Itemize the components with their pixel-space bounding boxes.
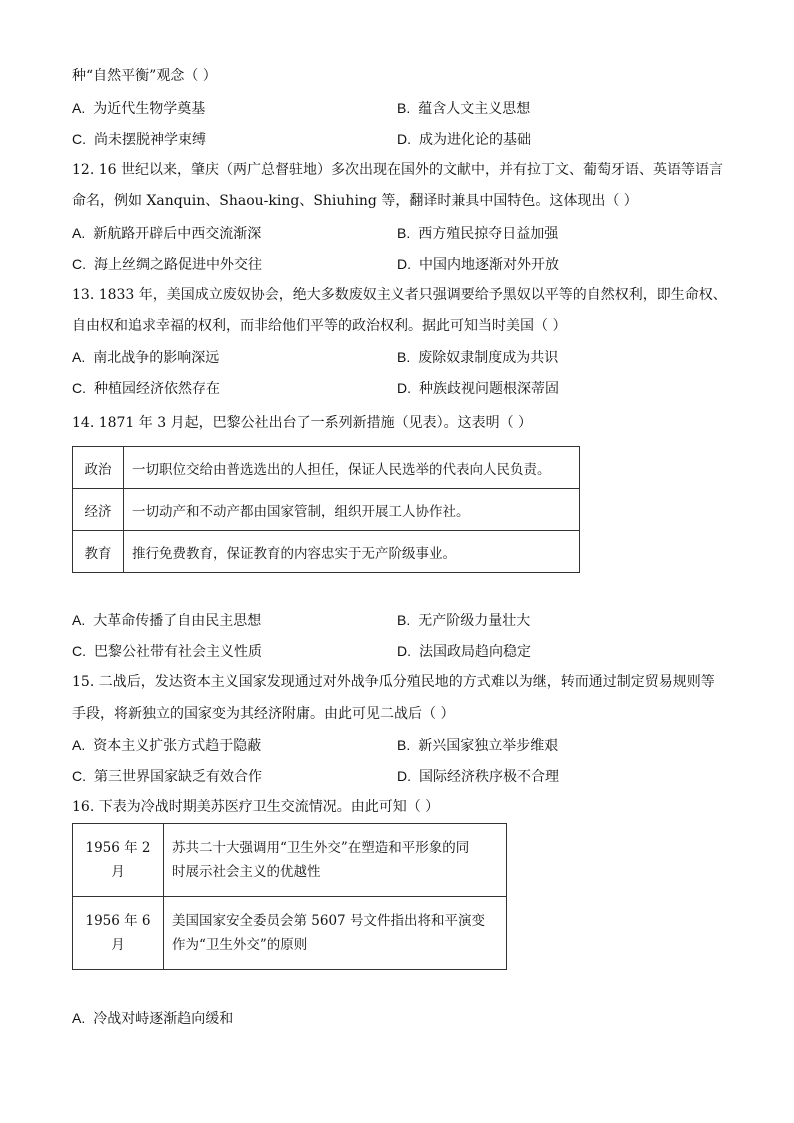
q12-stem-line1: 12. 16 世纪以来，肇庆（两广总督驻地）多次出现在国外的文献中，并有拉丁文、葡萄牙语、英语等语言 [72,162,723,178]
table-row [73,489,580,531]
table-cell-line: 时展示社会主义的优越性 [172,864,321,880]
table-cell-content [164,824,507,897]
q15-option-c: C. 第三世界国家缺乏有效合作 [72,768,262,785]
table-cell-key: 政治 [73,447,124,489]
q12-option-c: C. 海上丝绸之路促进中外交往 [72,256,262,273]
q13-option-c: C. 种植园经济依然存在 [72,380,220,397]
q11-stem: 种“自然平衡”观念（ ） [72,68,217,84]
q16-option-a: A. 冷战对峙逐渐趋向缓和 [72,1010,234,1027]
q14-option-d: D. 法国政局趋向稳定 [397,643,531,660]
q16-stem: 16. 下表为冷战时期美苏医疗卫生交流情况。由此可知（ ） [72,799,440,815]
table-cell-key: 教育 [73,531,124,573]
q12-option-a: A. 新航路开辟后中西交流渐深 [72,225,262,242]
q12-option-b: B. 西方殖民掠夺日益加强 [397,225,559,242]
q14-measures-table [72,446,580,573]
table-cell-value: 一切动产和不动产都由国家管制，组织开展工人协作社。 [124,489,580,531]
table-cell-value: 一切职位交给由普选选出的人担任，保证人民选举的代表向人民负责。 [124,447,580,489]
q15-option-d: D. 国际经济秩序极不合理 [397,768,559,785]
q13-stem-line2: 自由权和追求幸福的权利，而非给他们平等的政治权利。据此可知当时美国（ ） [72,318,567,334]
table-row [73,447,580,489]
table-cell-date: 1956 年 2 月 [73,824,164,897]
table-row [73,824,507,897]
table-cell-content [164,897,507,970]
table-cell-line: 美国国家安全委员会第 5607 号文件指出将和平演变 [172,913,485,929]
q13-option-d: D. 种族歧视问题根深蒂固 [397,380,559,397]
q14-option-c: C. 巴黎公社带有社会主义性质 [72,643,262,660]
table-cell-value: 推行免费教育，保证教育的内容忠实于无产阶级事业。 [124,531,580,573]
q14-stem: 14. 1871 年 3 月起，巴黎公社出台了一系列新措施（见表）。这表明（ ） [72,415,533,431]
table-cell-line: 作为“卫生外交”的原则 [172,937,308,953]
q11-option-a: A. 为近代生物学奠基 [72,100,206,117]
table-row [73,531,580,573]
q15-option-a: A. 资本主义扩张方式趋于隐蔽 [72,737,262,754]
q15-stem-line2: 手段，将新独立的国家变为其经济附庸。由此可见二战后（ ） [72,706,455,722]
q11-option-c: C. 尚未摆脱神学束缚 [72,131,206,148]
table-cell-date: 1956 年 6 月 [73,897,164,970]
q15-option-b: B. 新兴国家独立举步维艰 [397,737,559,754]
q13-option-b: B. 废除奴隶制度成为共识 [397,349,559,366]
table-row [73,897,507,970]
q13-option-a: A. 南北战争的影响深远 [72,349,220,366]
q14-option-b: B. 无产阶级力量壮大 [397,612,531,629]
q13-stem-line1: 13. 1833 年，美国成立废奴协会，绝大多数废奴主义者只强调要给予黑奴以平等的自然权利，即生命权、 [72,287,727,303]
q11-option-b: B. 蕴含人文主义思想 [397,100,531,117]
q11-option-d: D. 成为进化论的基础 [397,131,531,148]
q16-exchange-table [72,823,507,970]
q12-option-d: D. 中国内地逐渐对外开放 [397,256,559,273]
q12-stem-line2: 命名，例如 Xanquin、Shaou-king、Shiuhing 等，翻译时兼具中国特色。这体现出（ ） [72,193,638,209]
q15-stem-line1: 15. 二战后，发达资本主义国家发现通过对外战争瓜分殖民地的方式难以为继，转而通过制定贸易规则等 [72,674,715,690]
q14-option-a: A. 大革命传播了自由民主思想 [72,612,262,629]
table-cell-line: 苏共二十大强调用“卫生外交”在塑造和平形象的同 [172,840,470,856]
table-cell-key: 经济 [73,489,124,531]
